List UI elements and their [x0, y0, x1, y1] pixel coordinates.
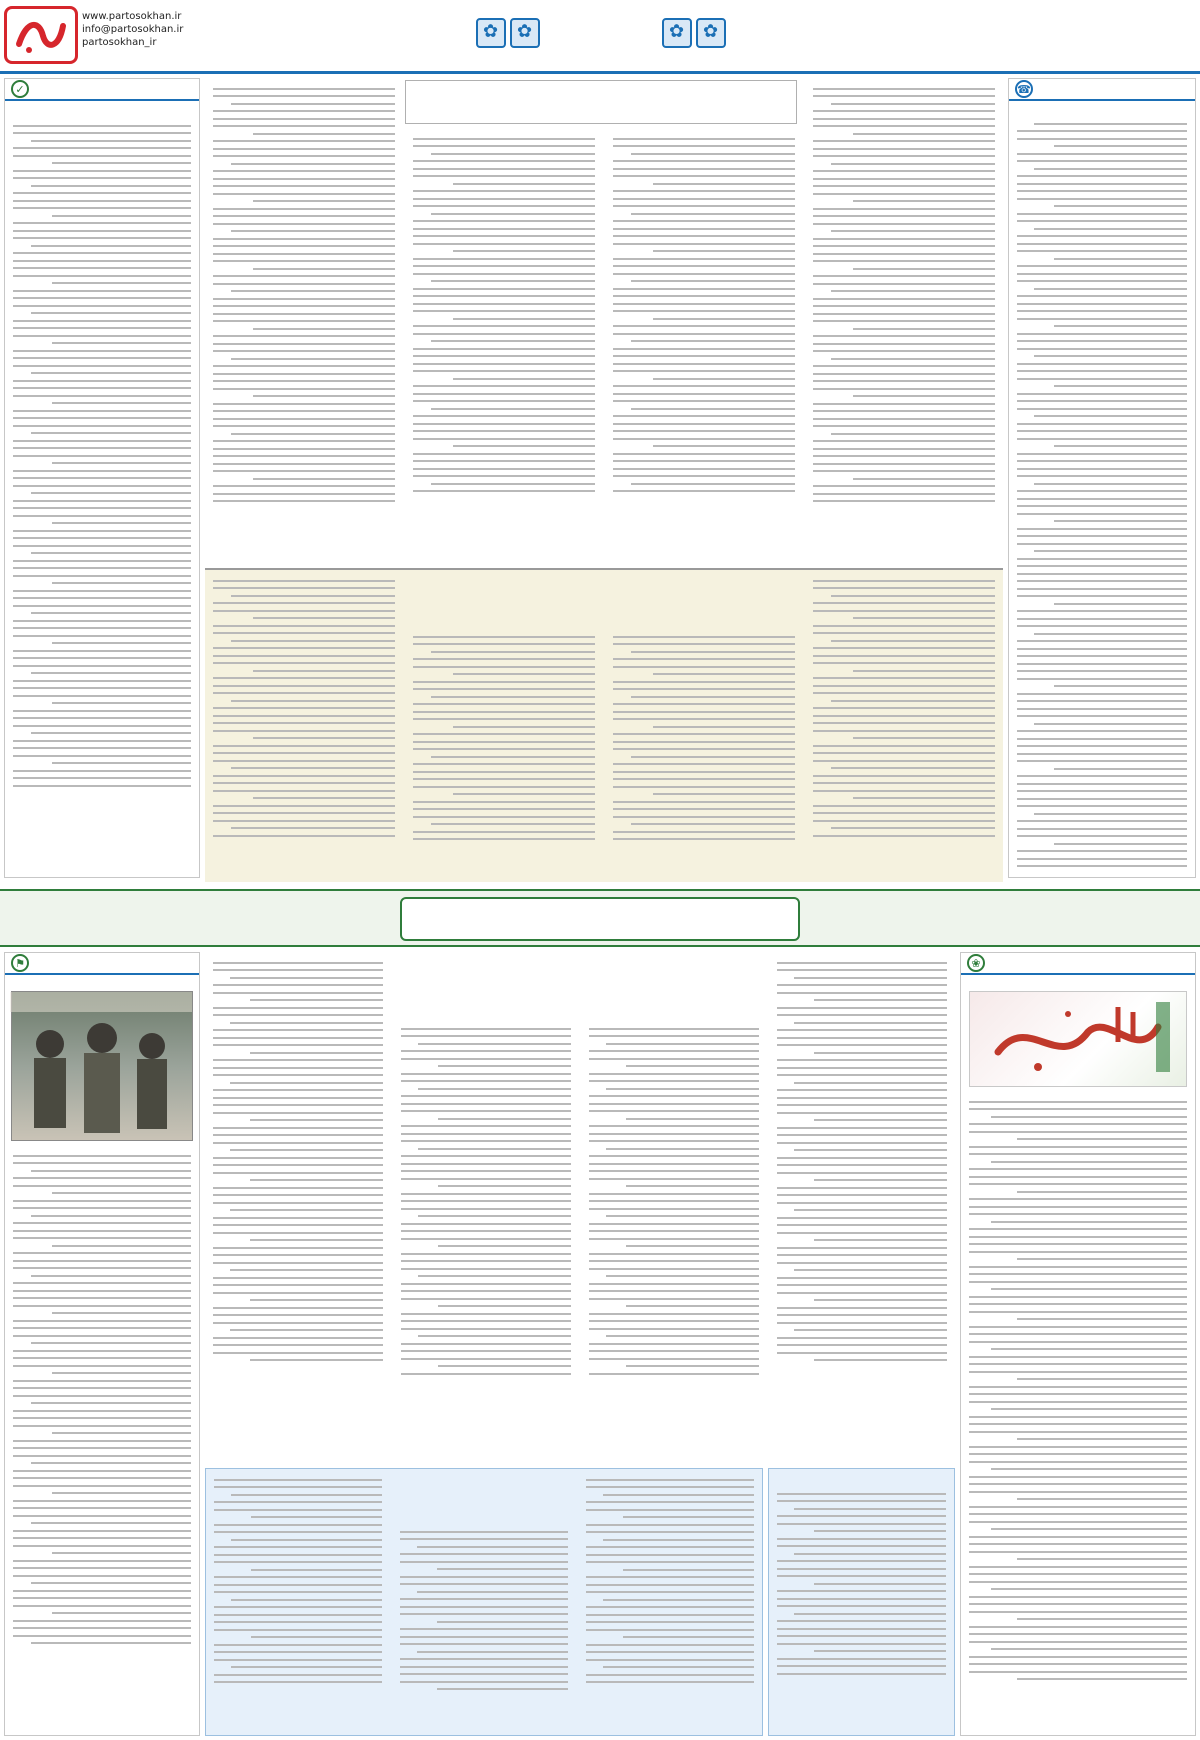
ornament-tile-icon	[662, 18, 692, 48]
article-column	[405, 128, 603, 556]
checkmark-icon: ✓	[11, 80, 29, 98]
karbala-headline-wrap	[405, 956, 755, 1014]
article-column	[205, 952, 391, 1460]
article-column	[393, 1018, 579, 1460]
column-title	[5, 975, 199, 983]
column-body	[961, 1091, 1195, 1690]
continuation-body	[769, 1483, 954, 1684]
column-body	[5, 115, 199, 796]
section-title	[540, 10, 660, 60]
newspaper-logo	[4, 6, 78, 64]
karbala-author	[578, 983, 594, 987]
banner-title	[400, 897, 800, 941]
martyr-column	[4, 952, 200, 1736]
iran-author	[587, 596, 603, 600]
article-column	[578, 1469, 762, 1733]
logo-mark-icon	[13, 14, 69, 56]
column-head	[5, 79, 199, 101]
tulip-icon: ❀	[967, 954, 985, 972]
website-link[interactable]: www.partosokhan.ir	[82, 11, 182, 22]
martyr-group-photo	[11, 991, 193, 1141]
shohada-calligraphy-image	[969, 991, 1187, 1087]
article-column	[206, 1469, 390, 1733]
article-column	[392, 1521, 576, 1733]
column-title	[5, 101, 199, 111]
phone-icon: ☎	[1015, 80, 1033, 98]
fajr-author	[514, 1493, 530, 1497]
main-headline-box	[405, 80, 797, 124]
ornament-tile-icon	[696, 18, 726, 48]
iran-article	[205, 568, 1003, 882]
will-column	[960, 952, 1196, 1736]
contact-block	[82, 10, 222, 49]
article-column	[581, 1018, 767, 1460]
page-header	[0, 0, 1200, 74]
article-column	[205, 570, 403, 880]
column-author	[5, 983, 199, 987]
article-column	[805, 570, 1003, 880]
people-photo-icon	[10, 992, 192, 1142]
social-handle[interactable]: partosokhan_ir	[82, 37, 157, 48]
section-banner	[0, 889, 1200, 947]
iran-headline-wrap	[405, 574, 797, 622]
main-article	[205, 78, 1003, 560]
martyr-flag-icon: ⚑	[11, 954, 29, 972]
karbala-article	[205, 952, 955, 1464]
column-body	[1009, 113, 1195, 877]
article-column	[405, 626, 603, 880]
article-column	[605, 128, 803, 556]
right-column	[1008, 78, 1196, 878]
continuation-box	[768, 1468, 955, 1736]
column-title	[961, 975, 1195, 987]
calligraphy-art-icon	[968, 992, 1186, 1088]
ornament-tile-icon	[510, 18, 540, 48]
column-head	[961, 953, 1195, 975]
article-column	[605, 626, 803, 880]
continuation-title	[769, 1475, 954, 1483]
article-column	[205, 78, 403, 556]
column-title	[1009, 101, 1195, 109]
column-head	[1009, 79, 1195, 101]
left-column	[4, 78, 200, 878]
fajr-article	[205, 1468, 763, 1736]
article-column	[805, 78, 1003, 556]
email-link[interactable]: info@partosokhan.ir	[82, 24, 184, 35]
ornament-tile-icon	[476, 18, 506, 48]
column-head	[5, 953, 199, 975]
article-column	[769, 952, 955, 1460]
column-body	[5, 1145, 199, 1654]
